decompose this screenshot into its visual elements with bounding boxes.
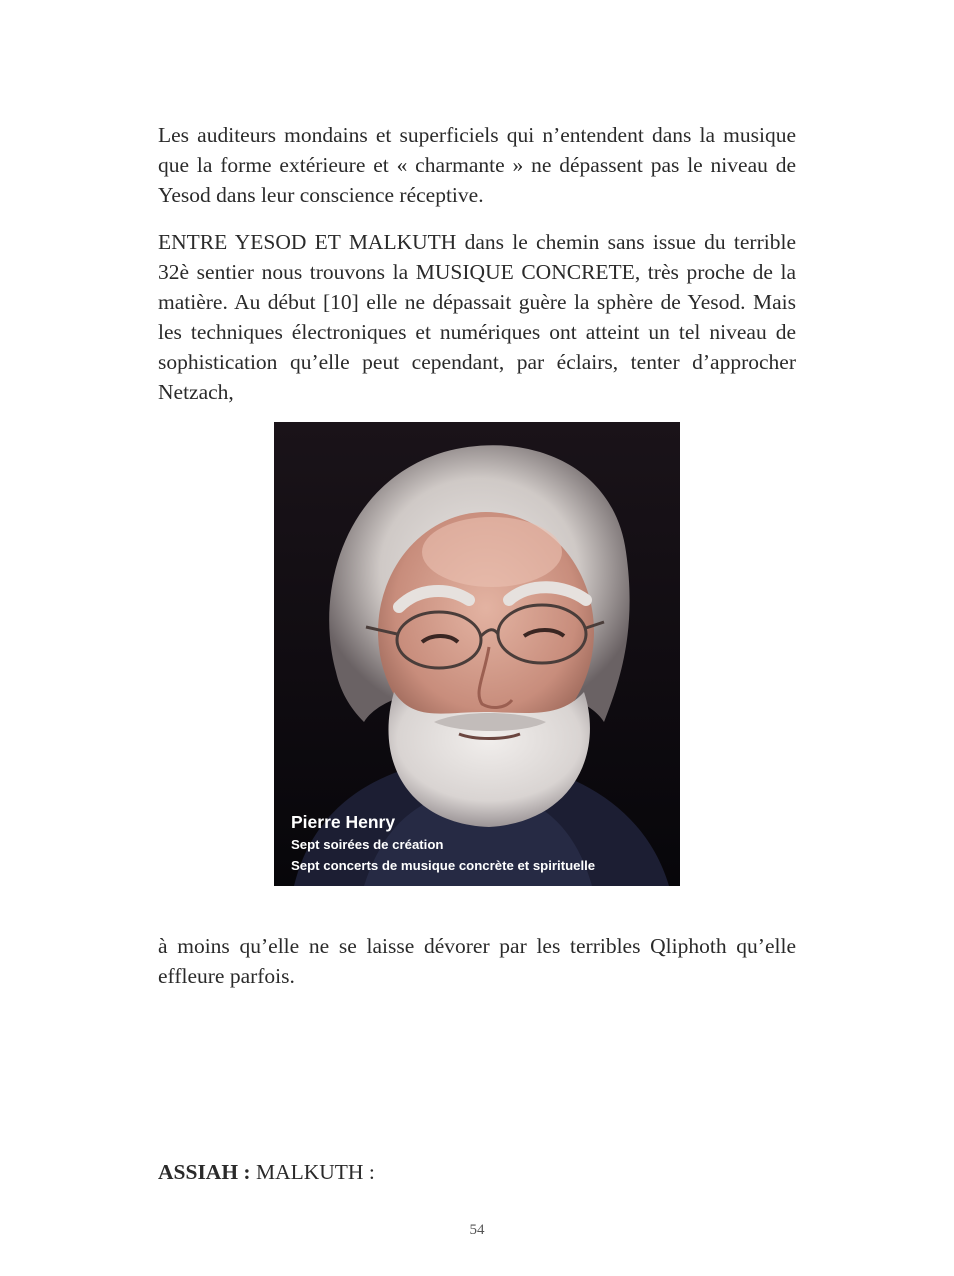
paragraph-1: Les auditeurs mondains et superficiels qui n’entendent dans la musique que la forme extérieure et « charmante » ne dépassent pas le niveau de Yesod dans leur conscience réceptive. (158, 123, 796, 207)
paragraph-3: à moins qu’elle ne se laisse dévorer par les terribles Qliphoth qu’elle effleure parfois. (158, 934, 796, 988)
paragraph-2: ENTRE YESOD ET MALKUTH dans le chemin sans issue du terrible 32è sentier nous trouvons la MUSIQUE CONCRETE, très proche de la matière. Au début [10] elle ne dépassait guère la sphère de Yesod. Mais les techniques électroniques et numériques ont atteint un tel niveau de sophistication qu’elle peut cependant, par éclairs, tenter d’approcher Netzach, (158, 230, 796, 404)
caption-title: Pierre Henry (291, 812, 396, 832)
portrait-photo (274, 422, 680, 886)
section-heading-rest: MALKUTH : (250, 1160, 375, 1184)
page-number: 54 (469, 1222, 485, 1238)
section-heading-bold: ASSIAH : (158, 1160, 251, 1184)
caption-line-2: Sept concerts de musique concrète et spirituelle (291, 858, 596, 873)
caption-line-1: Sept soirées de création (291, 837, 444, 852)
section-heading (158, 1157, 375, 1187)
image-caption (291, 811, 595, 876)
